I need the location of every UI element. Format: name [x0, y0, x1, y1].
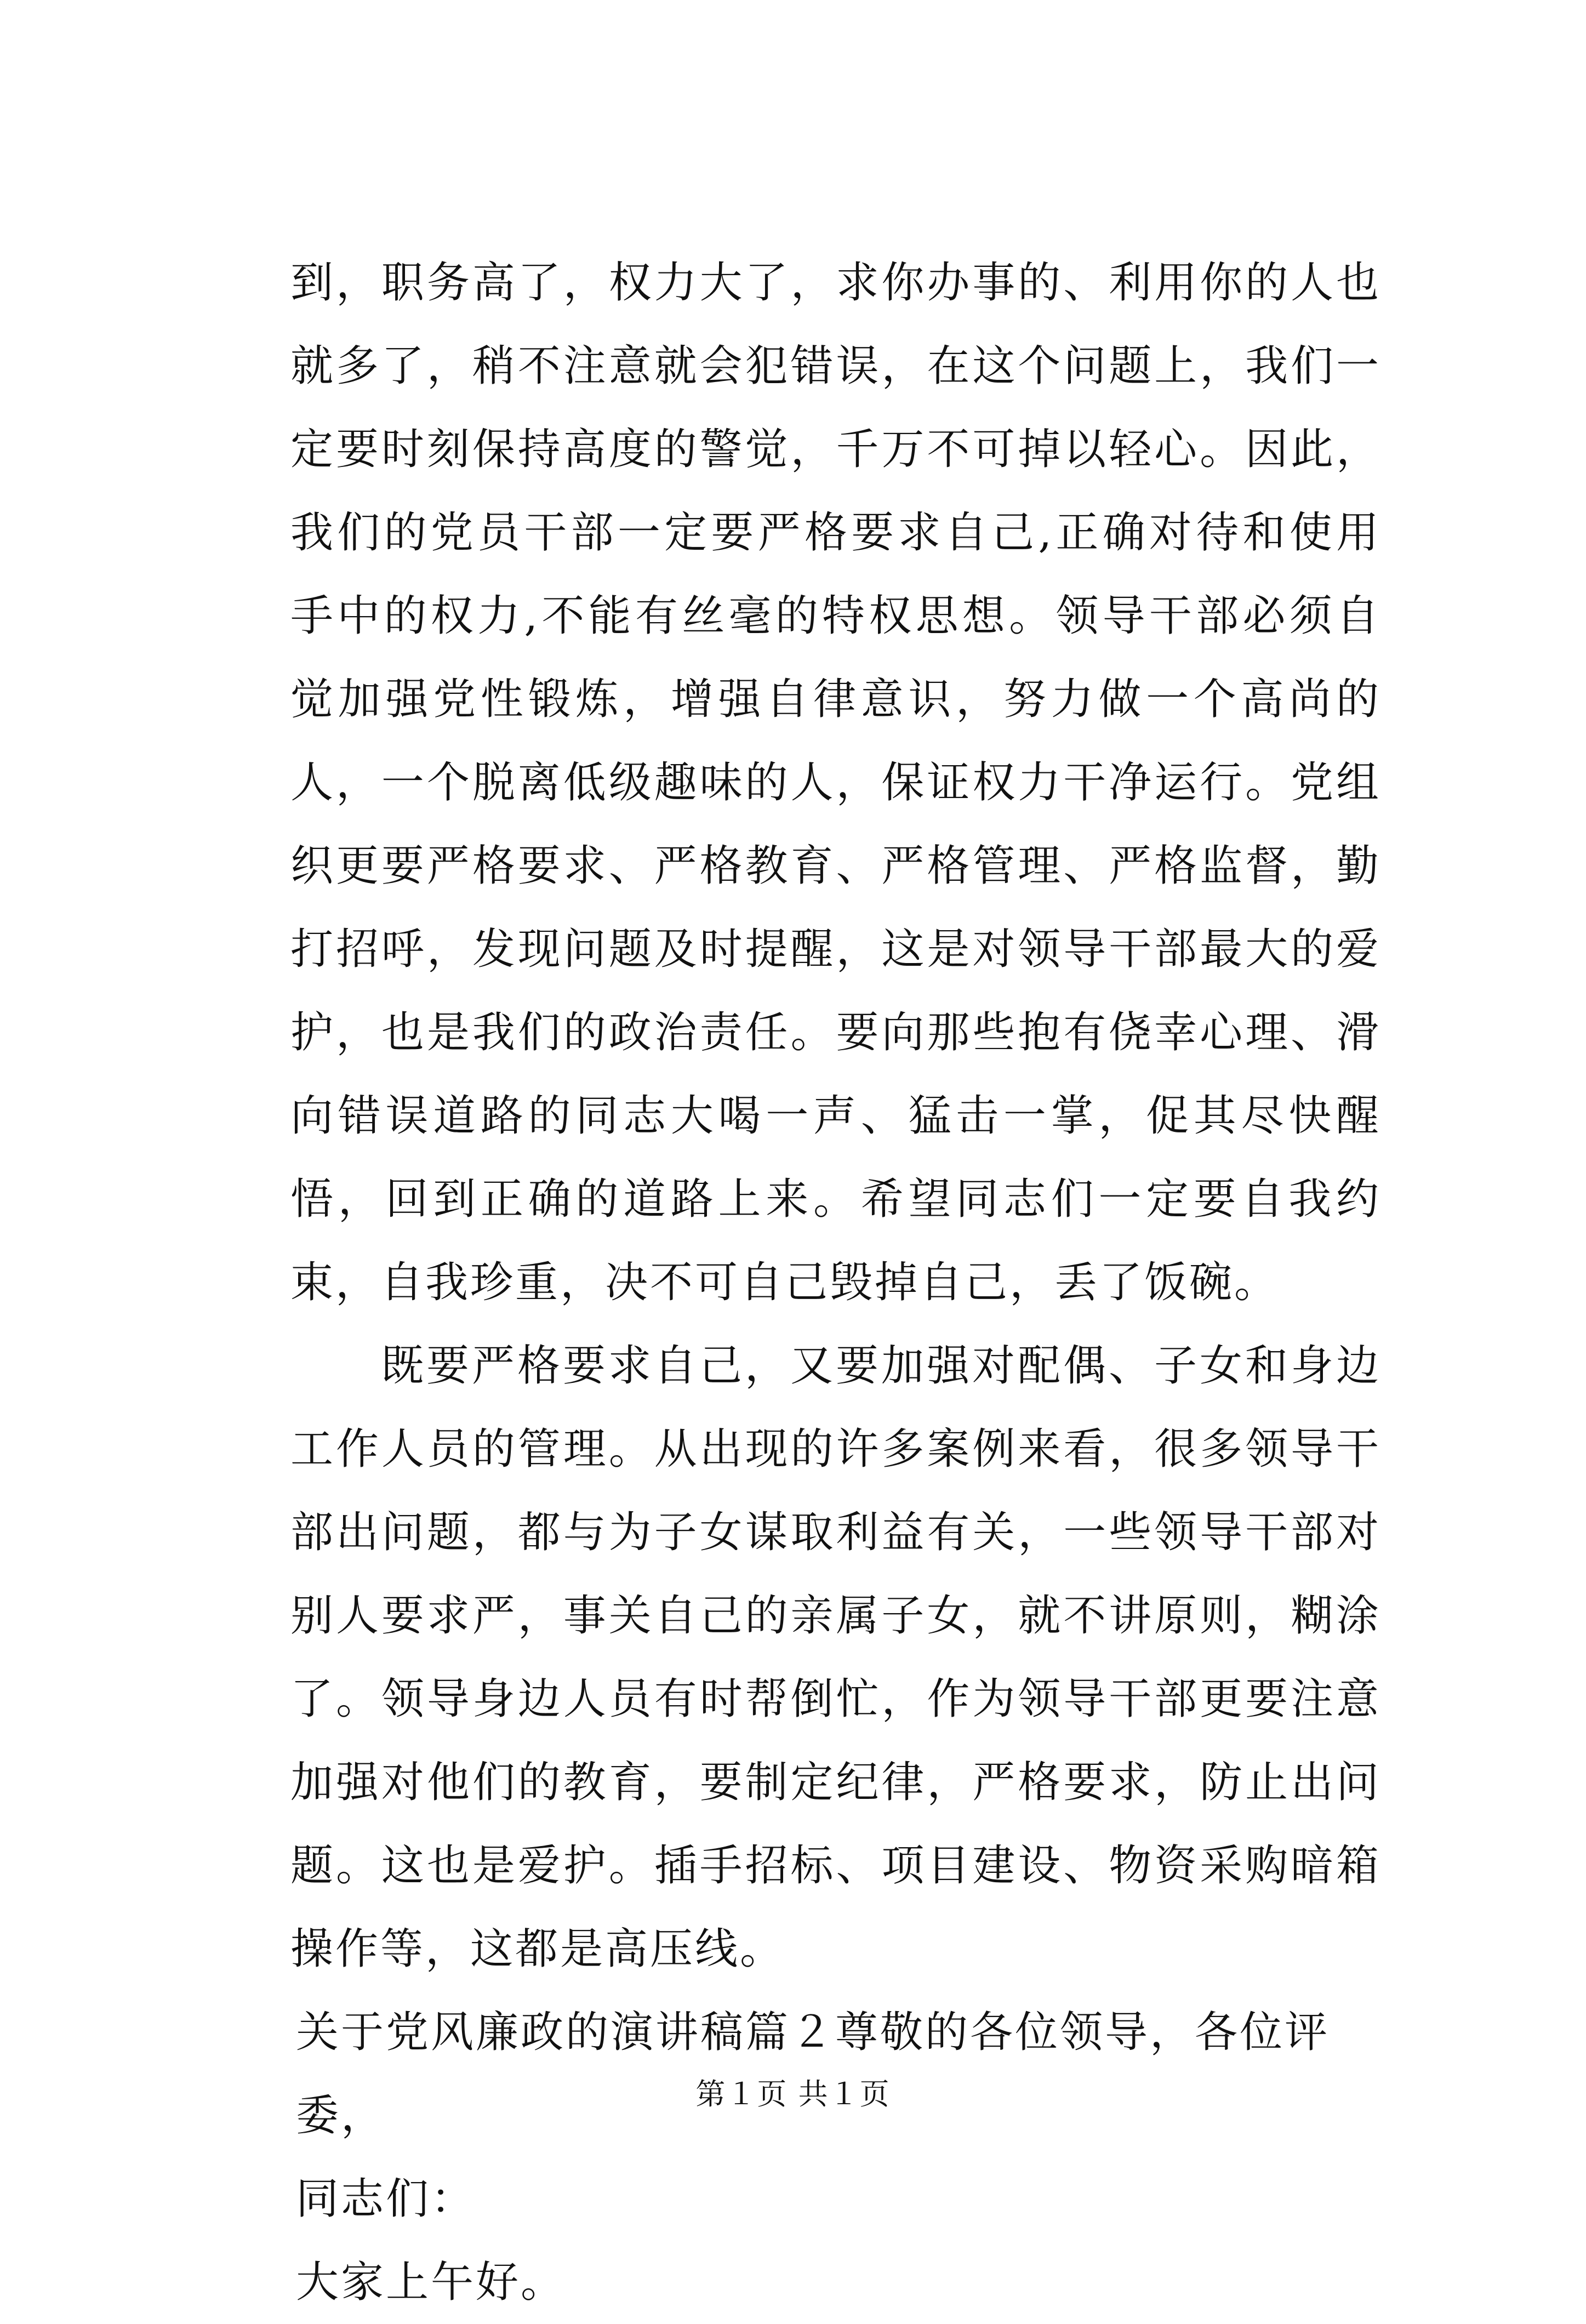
- speech-title-line: 关于党风廉政的演讲稿篇２尊敬的各位领导，各位评委，: [296, 2008, 1330, 2140]
- paragraph-family-discipline: 既要严格要求自己，又要加强对配偶、子女和身边工作人员的管理。从出现的许多案例来看，很多领导干部出问题，都与为子女谋取利益有关，一些领导干部对别人要求严，事关自己的亲属子女，就不讲原则，糊涂了。领导身边人员有时帮倒忙，作为领导干部更要注意加强对他们的教育，要制定纪律，严格要求，防止出问题。这也是爱护。插手招标、项目建设、物资采购暗箱操作等，这都是高压线。: [290, 1341, 1381, 1974]
- salutation-line: 同志们：: [296, 2174, 476, 2224]
- greeting-line: 大家上午好。: [296, 2258, 566, 2307]
- paragraph-continuation: 到，职务高了，权力大了，求你办事的、利用你的人也就多了，稍不注意就会犯错误，在这个问题上，我们一定要时刻保持高度的警觉，千万不可掉以轻心。因此，我们的党员干部一定要严格要求自己,正确对待和使用手中的权力,不能有丝毫的特权思想。领导干部必须自觉加强党性锻炼，增强自律意识，努力做一个高尚的人，一个脱离低级趣味的人，保证权力干净运行。党组织更要严格要求、严格教育、严格管理、严格监督，勤打招呼，发现问题及时提醒，这是对领导干部最大的爱护，也是我们的政治责任。要向那些抱有侥幸心理、滑向错误道路的同志大喝一声、猛击一掌，促其尽快醒悟，回到正确的道路上来。希望同志们一定要自我约束，自我珍重，决不可自己毁掉自己，丢了饭碗。: [290, 258, 1381, 1307]
- page-number-footer: 第１页 共１页: [695, 2077, 891, 2111]
- document-body: [290, 241, 1381, 2324]
